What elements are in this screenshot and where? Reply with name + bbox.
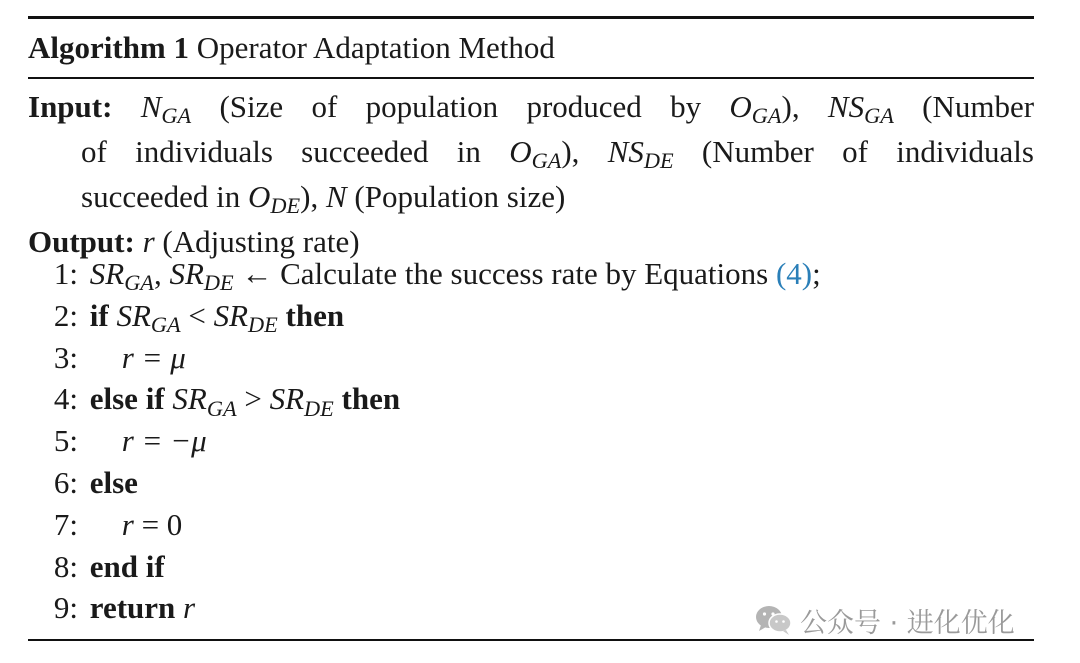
line-number: 8: xyxy=(53,548,78,584)
algorithm-title: Operator Adaptation Method xyxy=(196,30,555,65)
keyword-else-if: else if xyxy=(89,381,165,417)
ns-de-description-end: succeeded in xyxy=(81,179,241,214)
sr-de-symbol: $SR_{DE}$ xyxy=(169,256,234,296)
ns-de-symbol: $NS_{DE}$ xyxy=(607,134,674,174)
wechat-icon xyxy=(754,603,794,637)
sr-ga-symbol: $SR_{GA}$ xyxy=(116,297,181,338)
ns-ga-description-end: of individuals succeeded in xyxy=(81,134,481,169)
o-ga-symbol: $O_{GA}$ xyxy=(509,134,562,174)
operator: > xyxy=(244,381,262,417)
io-block xyxy=(28,86,1034,263)
input-label: Input: xyxy=(28,89,113,124)
assignment: = 0 xyxy=(141,506,183,542)
step-7 xyxy=(28,504,1034,546)
line-number: 7: xyxy=(53,506,78,542)
input-line-1 xyxy=(28,86,1034,131)
algorithm-steps xyxy=(28,253,1034,629)
n-description: (Population size) xyxy=(354,179,566,214)
line-number: 1: xyxy=(53,256,78,291)
r-symbol: r xyxy=(121,506,134,542)
keyword-then: then xyxy=(285,297,345,333)
punct: ; xyxy=(812,256,821,291)
r-symbol: r xyxy=(121,423,134,459)
r-symbol: r xyxy=(121,339,134,375)
line-number: 6: xyxy=(53,464,78,500)
assignment: = μ xyxy=(141,339,186,375)
n-symbol: N xyxy=(325,179,347,214)
line-number: 9: xyxy=(53,590,78,626)
sr-de-symbol: $SR_{DE}$ xyxy=(269,381,334,421)
step-1-text: ← Calculate the success rate by Equations xyxy=(241,256,769,291)
bottom-rule xyxy=(28,639,1034,641)
keyword-then: then xyxy=(341,381,401,417)
top-rule xyxy=(28,16,1034,19)
step-8 xyxy=(28,546,1034,588)
sr-ga-symbol: $SR_{GA}$ xyxy=(89,256,154,296)
algorithm-label: Algorithm 1 xyxy=(28,30,190,65)
ns-ga-symbol: $NS_{GA}$ xyxy=(827,89,894,129)
keyword-end-if: end if xyxy=(89,548,165,584)
punct: ), xyxy=(300,179,319,214)
sr-de-symbol: $SR_{DE}$ xyxy=(213,297,278,338)
line-number: 3: xyxy=(53,339,78,375)
caption-rule xyxy=(28,77,1034,79)
o-ga-symbol: $O_{GA}$ xyxy=(729,89,782,129)
r-symbol: r xyxy=(142,224,155,259)
n-ga-description: (Size of population produced by xyxy=(219,89,702,124)
operator: < xyxy=(188,297,206,333)
assignment: = −μ xyxy=(141,423,207,459)
equation-reference-link[interactable]: (4) xyxy=(775,256,813,291)
keyword-else: else xyxy=(89,464,138,500)
line-number: 4: xyxy=(53,381,78,417)
input-line-2 xyxy=(28,131,1034,176)
r-symbol: r xyxy=(183,590,196,626)
step-4 xyxy=(28,378,1034,420)
keyword-if: if xyxy=(89,297,109,333)
punct: ), xyxy=(781,89,800,124)
watermark-text: 公众号 · 进化优化 xyxy=(800,607,1015,639)
step-2 xyxy=(28,295,1034,337)
ns-ga-description-start: (Number xyxy=(922,89,1035,124)
step-6 xyxy=(28,462,1034,504)
algorithm-caption xyxy=(28,28,555,68)
ns-de-description-start: (Number of individuals xyxy=(701,134,1034,169)
watermark xyxy=(754,600,1015,640)
sr-ga-symbol: $SR_{GA}$ xyxy=(172,381,237,421)
punct: ), xyxy=(561,134,580,169)
line-number: 2: xyxy=(53,297,78,333)
o-de-symbol: $O_{DE}$ xyxy=(247,179,301,219)
step-3 xyxy=(28,337,1034,379)
step-5 xyxy=(28,420,1034,462)
input-line-3 xyxy=(28,176,1034,221)
step-1: 1: $SR_{GA}$, $SR_{DE}$ ← Calculate the success rate by Equations (4); xyxy=(28,253,1034,295)
n-ga-symbol: $N_{GA}$ xyxy=(140,89,192,129)
output-label: Output: xyxy=(28,224,135,259)
output-description: (Adjusting rate) xyxy=(162,224,360,259)
keyword-return: return xyxy=(89,590,176,626)
line-number: 5: xyxy=(53,423,78,459)
